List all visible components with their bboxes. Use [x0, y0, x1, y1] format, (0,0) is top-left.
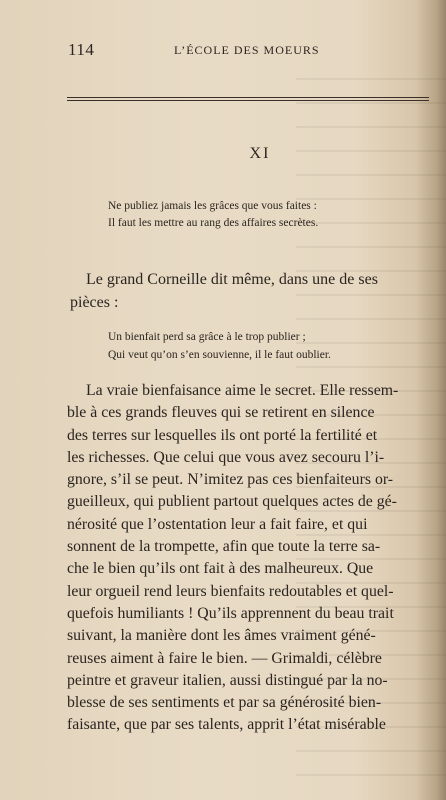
page-header: [68, 40, 428, 64]
intro-paragraph: [70, 268, 426, 314]
intro-line: Le grand Corneille dit même, dans une de ses: [86, 271, 378, 288]
body-line: nérosité que l’ostentation leur a fait faire, et qui: [67, 515, 368, 533]
intro-line: pièces :: [70, 294, 119, 311]
body-line: leur orgueil rend leurs bienfaits redoutables et quel-: [67, 582, 394, 600]
page-edge-shadow: [416, 0, 446, 800]
body-line: reuses aiment à faire le bien. — Grimaldi, célèbre: [67, 649, 382, 667]
running-title: L’ÉCOLE DES MOEURS: [174, 43, 320, 57]
body-paragraph: [67, 380, 446, 737]
body-line: suivant, la manière dont les âmes vraiment géné-: [67, 627, 376, 645]
body-line: blesse de ses sentiments et par sa générosité bien-: [67, 694, 382, 712]
epigraph-line: Il faut les mettre au rang des affaires secrètes.: [108, 217, 319, 229]
body-line: faisante, que par ses talents, apprit l’état misérable: [67, 716, 386, 734]
body-line: quefois humiliants ! Qu’ils apprennent du beau trait: [67, 604, 394, 622]
quote-line: Un bienfait perd sa grâce à le trop publier ;: [108, 331, 306, 343]
header-rule: [67, 97, 429, 101]
body-line: des terres sur lesquelles ils ont porté la fertilité et: [67, 426, 378, 444]
chapter-heading: XI: [249, 145, 271, 162]
verse-quote: [108, 328, 438, 364]
epigraph-line: Ne publiez jamais les grâces que vous faites :: [108, 200, 317, 212]
quote-line: Qui veut qu’on s’en souvienne, il le faut oublier.: [108, 349, 331, 361]
body-line: La vraie bienfaisance aime le secret. Elle ressem-: [86, 382, 399, 399]
body-line: che le bien qu’ils ont fait à des malheureux. Que: [67, 560, 374, 578]
body-line: les richesses. Que celui que vous avez secouru l’i-: [67, 448, 385, 466]
body-line: gueilleux, qui publient partout quelques actes de gé-: [67, 493, 397, 511]
epigraph: [108, 198, 438, 232]
page-number: 114: [68, 40, 95, 59]
body-line: gnore, s’il se peut. N’imitez pas ces bienfaiteurs or-: [67, 471, 394, 489]
body-line: peintre et graveur italien, aussi distingué par la no-: [67, 671, 388, 689]
body-line: sonnent de la trompette, afin que toute la terre sa-: [67, 538, 381, 556]
body-line: ble à ces grands fleuves qui se retirent en silence: [67, 404, 375, 422]
